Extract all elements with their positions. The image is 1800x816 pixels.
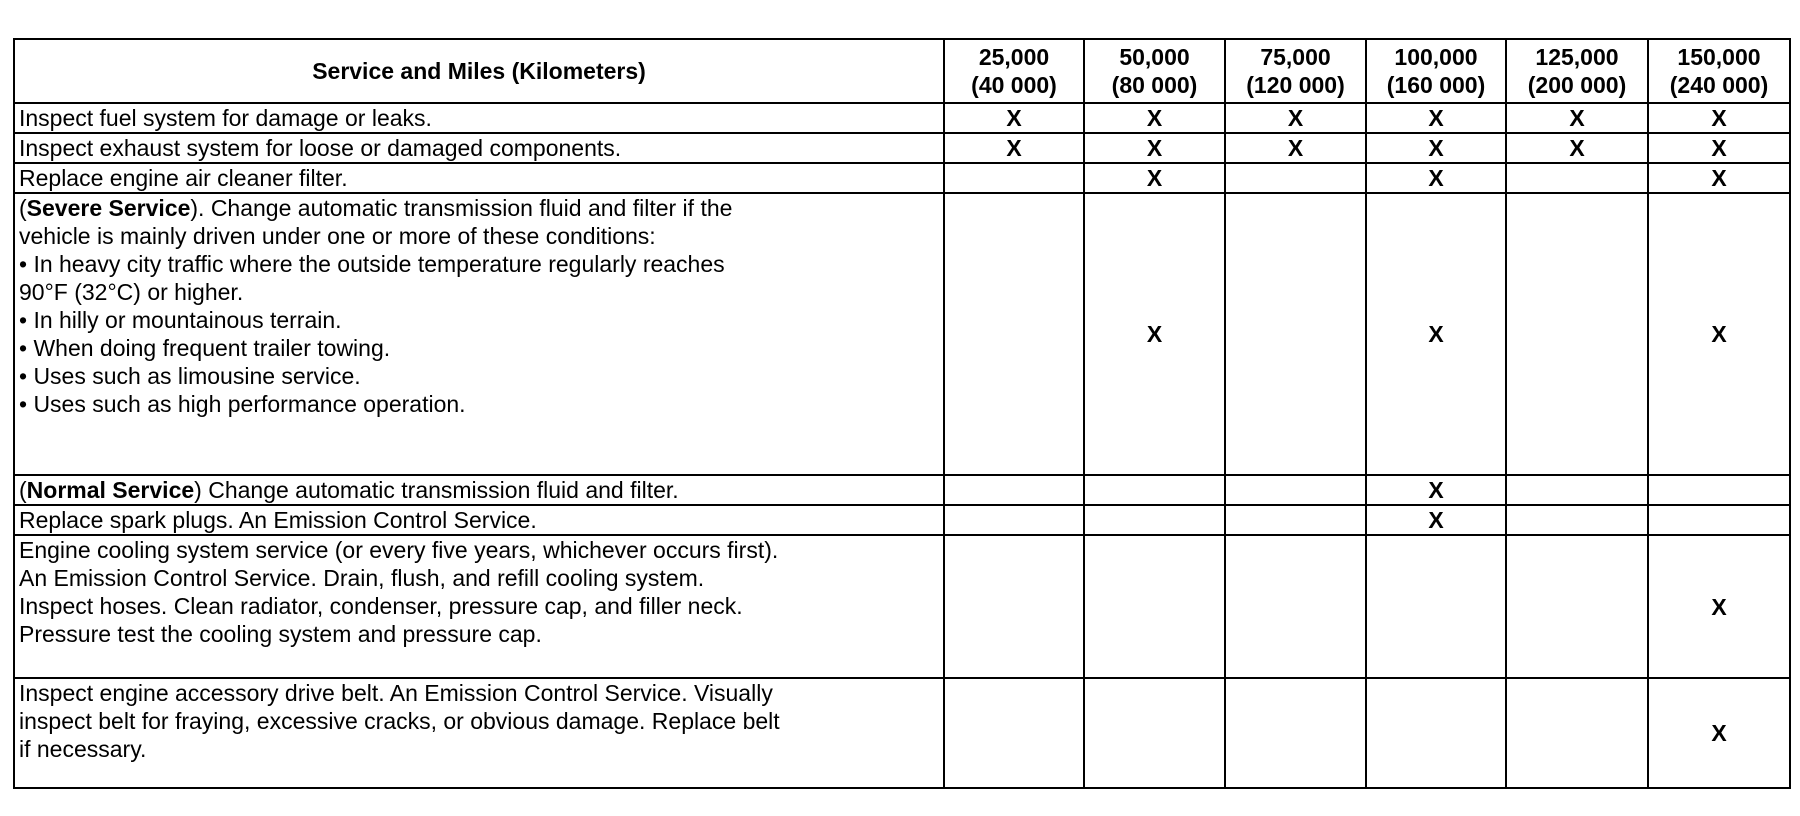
service-description (14, 535, 944, 678)
description-line: Replace spark plugs. An Emission Control Service. (19, 507, 537, 533)
service-column-header: Service and Miles (Kilometers) (14, 39, 944, 103)
table-row (14, 475, 1790, 505)
interval-mark: X (1084, 193, 1225, 475)
interval-mark (944, 678, 1084, 788)
interval-mark (1366, 535, 1506, 678)
interval-header-75000 (1225, 39, 1366, 103)
interval-mark: X (1648, 103, 1790, 133)
interval-mark: X (1648, 133, 1790, 163)
service-description (14, 193, 944, 475)
interval-header-100000 (1366, 39, 1506, 103)
interval-mark: X (1366, 163, 1506, 193)
service-description (14, 133, 944, 163)
interval-mark (1506, 193, 1648, 475)
normal-service-label: Normal Service (26, 477, 195, 503)
interval-mark (1225, 535, 1366, 678)
interval-miles: 150,000 (1677, 44, 1761, 70)
table-row (14, 505, 1790, 535)
interval-mark (1084, 535, 1225, 678)
interval-mark: X (1506, 133, 1648, 163)
description-line: inspect belt for fraying, excessive cracks, or obvious damage. Replace belt (19, 708, 780, 734)
interval-km: (80 000) (1111, 72, 1198, 98)
interval-km: (160 000) (1386, 72, 1486, 98)
description-line: vehicle is mainly driven under one or more of these conditions: (19, 223, 656, 249)
interval-mark: X (1648, 678, 1790, 788)
description-line: • Uses such as high performance operation. (19, 391, 466, 417)
interval-mark (1506, 505, 1648, 535)
interval-mark: X (1084, 133, 1225, 163)
interval-mark (1506, 535, 1648, 678)
interval-header-125000 (1506, 39, 1648, 103)
interval-mark: X (944, 133, 1084, 163)
interval-miles: 75,000 (1260, 44, 1331, 70)
interval-mark: X (1366, 193, 1506, 475)
interval-mark: X (1366, 133, 1506, 163)
description-lead-text: ) Change automatic transmission fluid and filter. (194, 477, 679, 503)
interval-mark (944, 475, 1084, 505)
interval-mark: X (1225, 103, 1366, 133)
table-row (14, 678, 1790, 788)
interval-km: (200 000) (1527, 72, 1627, 98)
interval-mark (1648, 475, 1790, 505)
interval-mark (1084, 505, 1225, 535)
interval-km: (120 000) (1246, 72, 1345, 98)
interval-mark (944, 193, 1084, 475)
description-line: • In hilly or mountainous terrain. (19, 307, 342, 333)
interval-km: (40 000) (971, 72, 1057, 98)
interval-miles: 100,000 (1394, 44, 1478, 70)
interval-km: (240 000) (1669, 72, 1769, 98)
open-paren: ( (19, 195, 27, 221)
interval-mark (1648, 505, 1790, 535)
table-row (14, 193, 1790, 475)
interval-mark: X (1084, 163, 1225, 193)
interval-mark (1506, 163, 1648, 193)
interval-mark (1225, 505, 1366, 535)
service-description (14, 505, 944, 535)
interval-mark (1506, 475, 1648, 505)
interval-mark (1225, 678, 1366, 788)
description-line: • Uses such as limousine service. (19, 363, 361, 389)
interval-mark (944, 535, 1084, 678)
table-row (14, 133, 1790, 163)
service-description (14, 475, 944, 505)
description-line (19, 476, 939, 504)
service-description (14, 163, 944, 193)
interval-mark (1225, 475, 1366, 505)
description-line: if necessary. (19, 736, 147, 762)
description-line: Inspect hoses. Clean radiator, condenser, pressure cap, and filler neck. (19, 593, 743, 619)
interval-mark: X (1648, 163, 1790, 193)
description-lead-text: ). Change automatic transmission fluid and filter if the (190, 195, 733, 221)
interval-mark (1366, 678, 1506, 788)
interval-mark (1225, 193, 1366, 475)
interval-mark: X (1366, 103, 1506, 133)
interval-mark: X (1648, 535, 1790, 678)
description-line: Engine cooling system service (or every five years, whichever occurs first). (19, 537, 779, 563)
interval-mark: X (1648, 193, 1790, 475)
interval-mark: X (1366, 475, 1506, 505)
interval-mark: X (944, 103, 1084, 133)
table-row (14, 163, 1790, 193)
maintenance-schedule-table (13, 38, 1791, 789)
description-line: • In heavy city traffic where the outside temperature regularly reaches (19, 251, 725, 277)
interval-mark (1084, 475, 1225, 505)
service-description (14, 678, 944, 788)
interval-mark: X (1084, 103, 1225, 133)
description-line (19, 194, 939, 222)
interval-mark: X (1366, 505, 1506, 535)
table-row (14, 535, 1790, 678)
interval-mark (1506, 678, 1648, 788)
interval-miles: 50,000 (1119, 44, 1190, 70)
interval-header-50000 (1084, 39, 1225, 103)
interval-header-25000 (944, 39, 1084, 103)
description-line: An Emission Control Service. Drain, flush, and refill cooling system. (19, 565, 705, 591)
description-line: Inspect fuel system for damage or leaks. (19, 105, 432, 131)
interval-mark: X (1506, 103, 1648, 133)
description-line: Inspect engine accessory drive belt. An Emission Control Service. Visually (19, 680, 773, 706)
interval-miles: 125,000 (1535, 44, 1619, 70)
interval-header-150000 (1648, 39, 1790, 103)
service-description (14, 103, 944, 133)
description-line: Replace engine air cleaner filter. (19, 165, 348, 191)
header-row (14, 39, 1790, 103)
interval-mark: X (1225, 133, 1366, 163)
table-row (14, 103, 1790, 133)
description-line: Inspect exhaust system for loose or damaged components. (19, 135, 622, 161)
description-line: • When doing frequent trailer towing. (19, 335, 391, 361)
severe-service-label: Severe Service (26, 195, 191, 221)
description-line: 90°F (32°C) or higher. (19, 279, 244, 305)
interval-mark (944, 163, 1084, 193)
interval-mark (944, 505, 1084, 535)
open-paren: ( (19, 477, 27, 503)
interval-miles: 25,000 (978, 44, 1050, 70)
interval-mark (1225, 163, 1366, 193)
description-line: Pressure test the cooling system and pressure cap. (19, 621, 542, 647)
interval-mark (1084, 678, 1225, 788)
